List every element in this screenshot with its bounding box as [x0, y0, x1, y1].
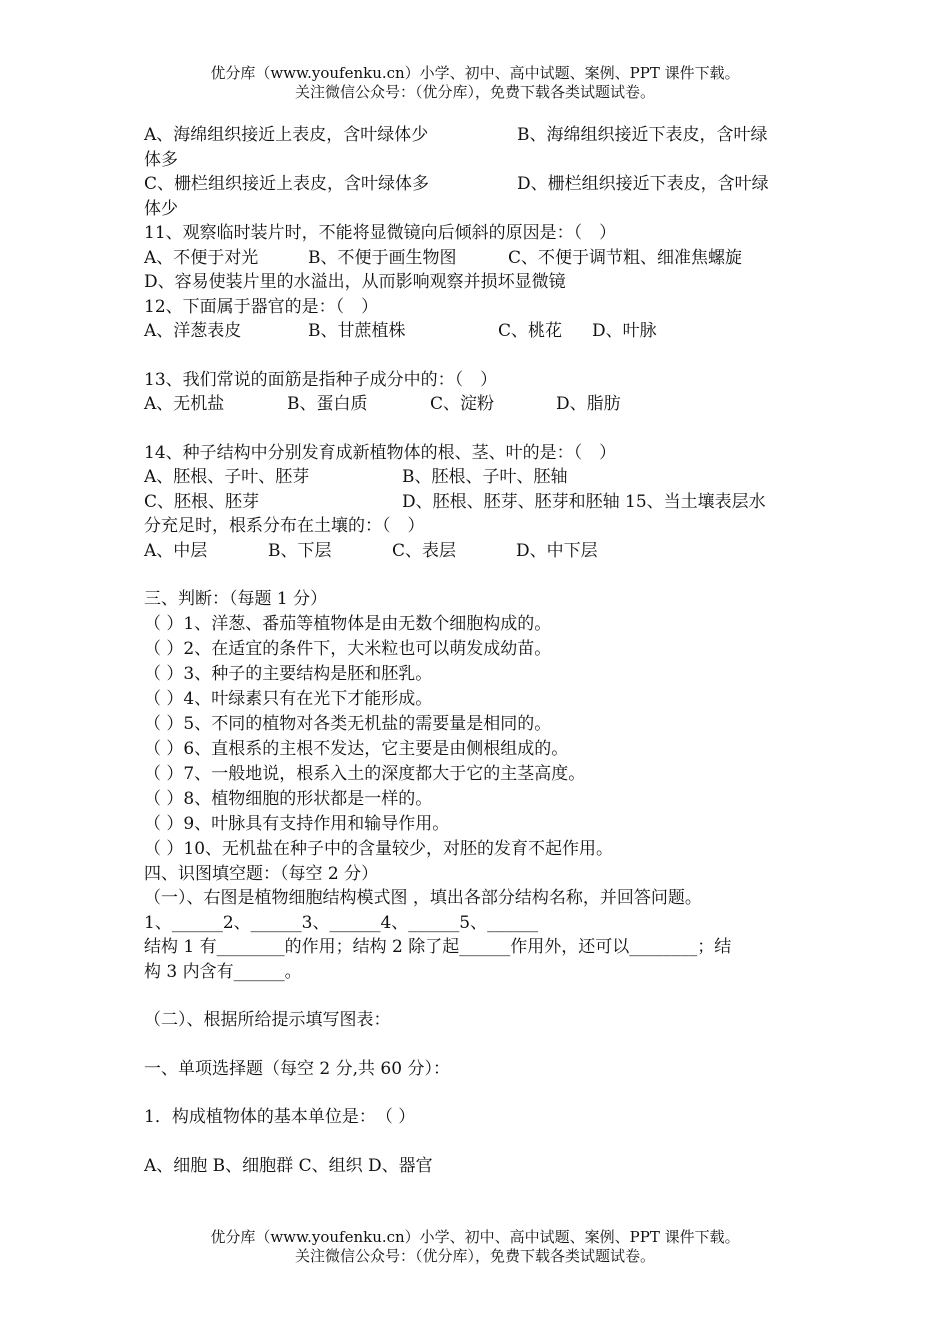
footer-line-2: 关注微信公众号：（优分库），免费下载各类试题试卷。 — [294, 1247, 655, 1265]
q15-option-d: D、中下层 — [516, 540, 598, 561]
q11-option-c: C、不便于调节粗、细准焦螺旋 — [508, 247, 743, 268]
q10-option-d-cont: 体少 — [144, 198, 178, 219]
tf-item: （ ）2、在适宜的条件下，大米粒也可以萌发成幼苗。 — [144, 638, 552, 659]
q14-stem: 14、种子结构中分别发育成新植物体的根、茎、叶的是：（ ） — [144, 442, 617, 463]
tf-item: （ ）1、洋葱、番茄等植物体是由无数个细胞构成的。 — [144, 613, 552, 634]
q12-option-d: D、叶脉 — [592, 321, 657, 341]
tf-item: （ ）8、植物细胞的形状都是一样的。 — [144, 788, 433, 809]
q10-option-c: C、栅栏组织接近上表皮，含叶绿体多 — [144, 174, 430, 194]
q10-row-cd — [144, 172, 806, 197]
q11-stem: 11、观察临时装片时，不能将显微镜向后倾斜的原因是：（ ） — [144, 223, 617, 243]
tf-item: （ ）6、直根系的主根不发达，它主要是由侧根组成的。 — [144, 738, 569, 759]
tf-item: （ ）4、叶绿素只有在光下才能形成。 — [144, 688, 433, 709]
q12-option-c: C、桃花 — [498, 321, 563, 341]
header-line-1: 优分库（www.youfenku.cn）小学、初中、高中试题、案例、PPT 课件下载。 — [210, 64, 740, 82]
page-header — [0, 64, 950, 102]
section4-part1-stem: （一）、右图是植物细胞结构模式图 ，填出各部分结构名称，并回答问题。 — [144, 888, 702, 908]
section4-part2: （二）、根据所给提示填写图表： — [144, 1010, 391, 1030]
q10-option-b-cont: 体多 — [144, 149, 178, 170]
header-line-2: 关注微信公众号：（优分库），免费下载各类试题试卷。 — [294, 83, 655, 101]
q14-options-ab — [144, 465, 806, 490]
tf-item: （ ）7、一般地说，根系入土的深度都大于它的主茎高度。 — [144, 763, 586, 784]
page-footer — [0, 1228, 950, 1266]
q12-options — [144, 319, 806, 344]
q13-option-a: A、无机盐 — [144, 394, 225, 414]
q11-option-b: B、不便于画生物图 — [308, 247, 457, 268]
q15-option-c: C、表层 — [392, 540, 457, 561]
q15-stem: 分充足时，根系分布在土壤的：（ ） — [144, 516, 425, 536]
tf-item: （ ）10、无机盐在种子中的含量较少，对胚的发育不起作用。 — [144, 838, 614, 859]
section3-title: 三、判断：（每题 1 分） — [144, 589, 328, 609]
q14-option-c: C、胚根、胚芽 — [144, 491, 260, 512]
q12-option-b: B、甘蔗植株 — [308, 321, 406, 341]
q14-options-cd — [144, 490, 806, 515]
section4-title: 四、识图填空题：（每空 2 分） — [144, 863, 379, 884]
q13-option-c: C、淀粉 — [430, 394, 495, 414]
tf-item: （ ）3、种子的主要结构是胚和胚乳。 — [144, 663, 433, 684]
q13-options — [144, 392, 806, 417]
q12-option-a: A、洋葱表皮 — [144, 321, 242, 341]
tf-item: （ ）9、叶脉具有支持作用和输导作用。 — [144, 813, 450, 834]
tf-item: （ ）5、不同的植物对各类无机盐的需要量是相同的。 — [144, 713, 552, 734]
section4-question-line1: 结构 1 有________的作用；结构 2 除了起______作用外，还可以________；结 — [144, 937, 732, 957]
q10-option-a: A、海绵组织接近上表皮，含叶绿体少 — [144, 125, 429, 145]
footer-line-1: 优分库（www.youfenku.cn）小学、初中、高中试题、案例、PPT 课件下载。 — [210, 1228, 740, 1246]
section1-title: 一、单项选择题（每空 2 分,共 60 分）： — [144, 1058, 450, 1079]
q14-option-d: D、胚根、胚芽、胚芽和胚轴 15、当土壤表层水 — [402, 491, 766, 512]
section4-blanks: 1、______2、______3、______4、______5、______ — [144, 912, 539, 933]
q13-stem: 13、我们常说的面筋是指种子成分中的：（ ） — [144, 369, 498, 390]
q14-option-b: B、胚根、子叶、胚轴 — [402, 467, 568, 487]
q11-option-d: D、容易使装片里的水溢出，从而影响观察并损坏显微镜 — [144, 272, 566, 292]
q13-option-b: B、蛋白质 — [287, 394, 368, 414]
q13-option-d: D、脂肪 — [556, 394, 621, 414]
q15-option-b: B、下层 — [268, 540, 332, 561]
q10-option-d: D、栅栏组织接近下表皮，含叶绿 — [517, 174, 769, 194]
q15-option-a: A、中层 — [144, 540, 208, 561]
q10-option-b: B、海绵组织接近下表皮，含叶绿 — [517, 125, 768, 145]
q11-options-abc — [144, 246, 806, 271]
q14-option-a: A、胚根、子叶、胚芽 — [144, 467, 310, 487]
section4-question-line2: 构 3 内含有______。 — [144, 961, 302, 982]
q10-row-ab — [144, 123, 806, 148]
q11-option-a: A、不便于对光 — [144, 247, 259, 268]
q12-stem: 12、下面属于器官的是：（ ） — [144, 296, 379, 317]
q1-options: A、细胞 B、细胞群 C、组织 D、器官 — [144, 1155, 433, 1176]
q1-stem: 1．构成植物体的基本单位是： （ ） — [144, 1107, 416, 1127]
q15-options — [144, 539, 806, 564]
exam-body — [144, 123, 806, 1178]
